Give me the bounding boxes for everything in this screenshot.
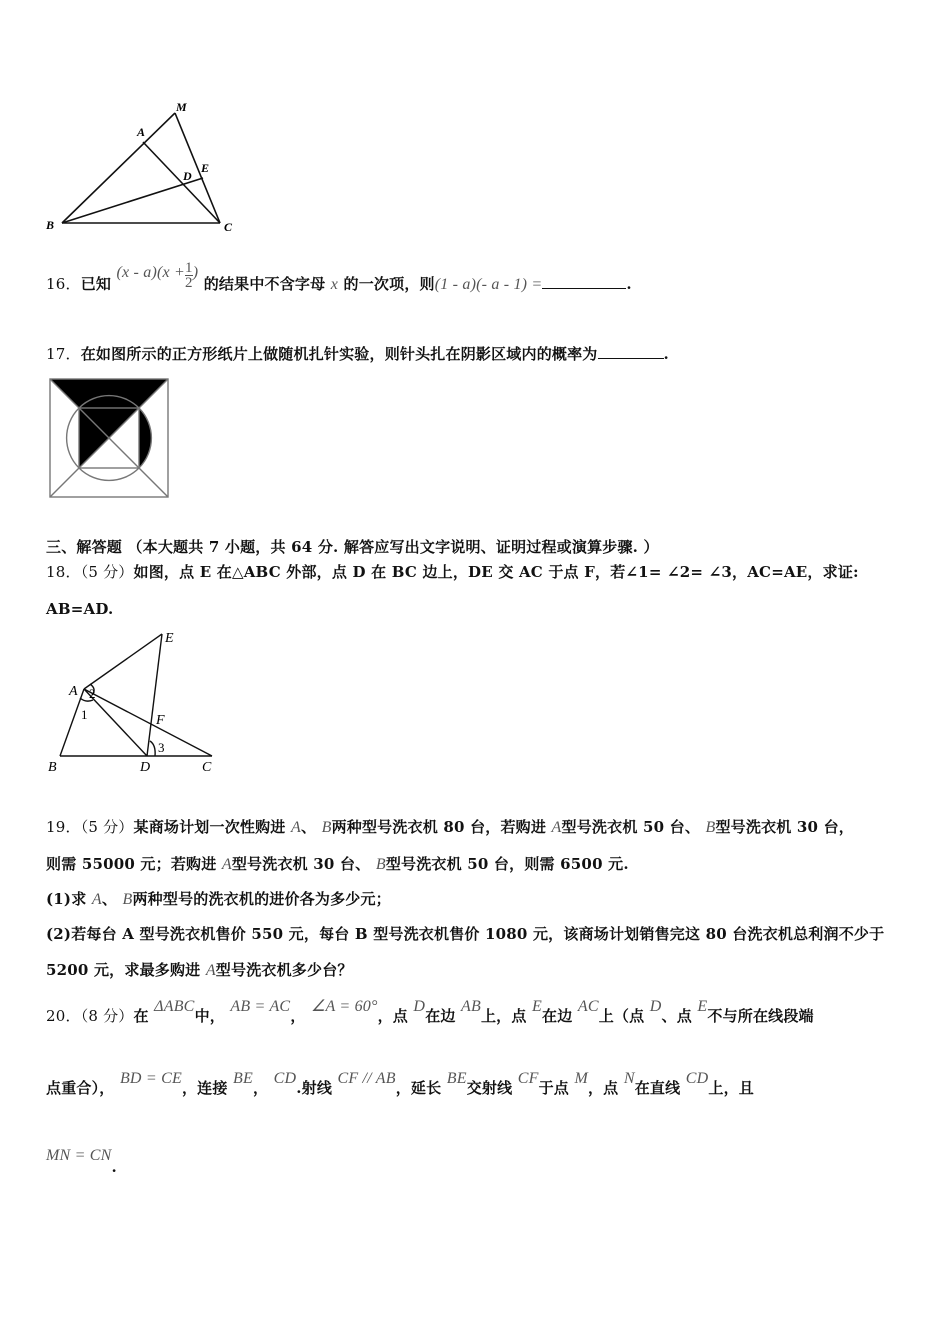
q16-frac-num: 1	[185, 259, 193, 276]
label-B: B	[46, 218, 55, 232]
q19-var-B1: B	[321, 819, 332, 836]
q18-score: （5 分）	[80, 563, 134, 581]
label-M: M	[176, 100, 187, 114]
q20-t-zaibian-1: 在边	[425, 1007, 456, 1025]
q20-m-CF: CF	[517, 1070, 539, 1087]
q20-t-yudian: 于点	[538, 1079, 569, 1097]
question-16	[46, 259, 632, 306]
q16-text-1: 已知	[80, 275, 112, 293]
q20-m-MN: MN = CN	[46, 1147, 112, 1164]
q20-t-shexian: .射线	[296, 1079, 333, 1097]
q19-var-A2: A	[551, 819, 562, 836]
q20-t-dian: ，点	[377, 1007, 408, 1025]
section-3-heading: 三、解答题 （本大题共 7 小题，共 64 分. 解答应写出文字说明、证明过程或演算步骤. ）	[46, 538, 659, 556]
label-A: A	[137, 125, 146, 139]
q19-number: 19．	[46, 818, 81, 836]
q16-text-3: 的一次项，则	[343, 275, 435, 293]
label-C: C	[224, 220, 233, 234]
label-D: D	[183, 169, 192, 183]
q20-m-eq1: AB = AC	[230, 998, 291, 1015]
q19-l1c: 型号洗衣机 50 台、	[561, 818, 701, 836]
q19-var-A1: A	[290, 819, 301, 836]
label-E: E	[201, 161, 210, 175]
q19-var-B3: B	[375, 856, 386, 873]
q17-end: .	[663, 345, 669, 363]
question-17	[46, 344, 669, 364]
geometry-figure-abcdef	[40, 625, 230, 780]
q19-sep1: 、	[300, 818, 317, 836]
q20-t-yanchang: ，延长	[395, 1079, 442, 1097]
q20-t-zhong: 中，	[194, 1007, 225, 1025]
q20-score: （8 分）	[80, 1007, 134, 1025]
q19-l2a: 则需 55000 元；若购进	[46, 855, 217, 873]
q18-text-1: 如图，点 E 在△ABC 外部，点 D 在 BC 边上，DE 交 AC 于点 F，若∠1= ∠2= ∠3，AC=AE，求证:	[133, 563, 859, 581]
q19-l2b: 型号洗衣机 30 台、	[231, 855, 371, 873]
q19-var-B2: B	[705, 819, 716, 836]
q20-m-BD: BD = CE	[119, 1070, 182, 1087]
q19-var-B4: B	[122, 891, 133, 908]
q20-dot: .	[111, 1158, 117, 1176]
question-18-line-1	[46, 562, 859, 582]
q16-expr-a: (x - a)(x +	[116, 264, 186, 281]
q16-text-2: 的结果中不含字母	[203, 275, 326, 293]
q20-t-shang-paren: 上（点	[598, 1007, 645, 1025]
question-19-part-2: (2)若每台 A 型号洗衣机售价 550 元，每台 B 型号洗衣机售价 1080 元，该商场计划销售完这 80 台洗衣机总利润不少于	[46, 925, 885, 943]
q20-t-buyu: 不与所在线段端	[707, 1007, 814, 1025]
q17-number: 17．	[46, 345, 81, 363]
q19-score: （5 分）	[80, 818, 134, 836]
q20-m-AC: AC	[577, 998, 599, 1015]
question-18-line-2: AB=AD.	[46, 600, 114, 618]
question-20-line-3	[46, 1140, 117, 1180]
q20-t-dian2: ，点	[587, 1079, 619, 1097]
label-angle-1: 1	[81, 707, 88, 722]
q20-t-zhixian: 在直线	[634, 1079, 681, 1097]
q17-text: 在如图所示的正方形纸片上做随机扎针实验，则针头扎在阴影区域内的概率为	[80, 345, 598, 363]
q20-m-CD: CD	[273, 1070, 297, 1087]
q19-l1b: 两种型号洗衣机 80 台，若购进	[331, 818, 547, 836]
question-19-line-2	[46, 854, 629, 875]
q20-t-chonghe: 点重合），	[46, 1079, 115, 1097]
q19-sep2: 、	[101, 890, 118, 908]
q20-m-M: M	[574, 1070, 588, 1087]
label-D: D	[140, 760, 151, 775]
label-angle-3: 3	[158, 740, 165, 755]
q16-expr-b: )	[192, 264, 199, 281]
question-20-line-2	[46, 1068, 754, 1108]
q16-frac-den: 2	[185, 274, 193, 291]
q20-t-shang-dian: 上，点	[480, 1007, 527, 1025]
q20-t-jiao: 交射线	[466, 1079, 513, 1097]
q20-m-CD2: CD	[685, 1070, 709, 1087]
q16-var-x: x	[330, 276, 339, 293]
q16-answer-blank[interactable]	[542, 288, 626, 289]
q16-end: .	[626, 275, 632, 293]
question-19-line-1	[46, 817, 854, 838]
q20-m-BE2: BE	[446, 1070, 467, 1087]
q20-t-zai: 在	[133, 1007, 149, 1025]
q16-fraction	[185, 261, 193, 290]
label-F: F	[156, 713, 165, 728]
q19-var-A4: A	[91, 891, 102, 908]
q20-m-D: D	[413, 998, 426, 1015]
label-E: E	[165, 631, 174, 646]
q20-m-CFAB: CF // AB	[337, 1070, 396, 1087]
q20-number: 20．	[46, 1007, 81, 1025]
q20-t-shangqie: 上，且	[708, 1079, 754, 1097]
q20-m-D2: D	[649, 998, 662, 1015]
q20-m-E2: E	[697, 998, 708, 1015]
geometry-figure-mabdec	[40, 95, 250, 240]
q20-m-BE: BE	[232, 1070, 253, 1087]
question-20-line-1	[46, 996, 814, 1036]
q19-l1d: 型号洗衣机 30 台，	[715, 818, 854, 836]
q16-expr-2: (1 - a)(- a - 1) =	[434, 276, 543, 293]
geometry-figure-square-circle	[46, 375, 172, 501]
q16-number: 16．	[46, 275, 81, 293]
q20-m-tri: ΔABC	[154, 998, 195, 1015]
q19-var-A3: A	[221, 856, 232, 873]
q19-l2c: 型号洗衣机 50 台，则需 6500 元.	[385, 855, 629, 873]
label-A: A	[69, 684, 78, 699]
label-angle-2: 2	[89, 686, 96, 701]
question-19-part-1	[46, 889, 391, 910]
q19-l1a: 某商场计划一次性购进	[133, 818, 286, 836]
q20-m-N: N	[623, 1070, 635, 1087]
q20-comma: ，	[290, 1007, 306, 1025]
q20-m-E: E	[532, 998, 543, 1015]
q20-t-dun-dian: 、点	[661, 1007, 692, 1025]
q20-comma-2: ，	[252, 1079, 269, 1097]
q18-number: 18．	[46, 563, 81, 581]
q19-p1a: (1)求	[46, 890, 87, 908]
q20-m-AB: AB	[461, 998, 481, 1015]
q19-p1b: 两种型号的洗衣机的进价各为多少元；	[132, 890, 391, 908]
q19-p3a: 5200 元，求最多购进	[46, 961, 201, 979]
question-19-part-2-cont	[46, 960, 353, 981]
label-B: B	[48, 760, 57, 775]
q17-answer-blank[interactable]	[598, 358, 664, 359]
q19-var-A5: A	[205, 962, 216, 979]
q20-t-lianjie: ，连接	[181, 1079, 228, 1097]
q20-m-angle: ∠A = 60°	[310, 998, 378, 1015]
q19-p3b: 型号洗衣机多少台？	[215, 961, 353, 979]
label-C: C	[202, 760, 212, 775]
q20-t-zaibian-2: 在边	[542, 1007, 573, 1025]
